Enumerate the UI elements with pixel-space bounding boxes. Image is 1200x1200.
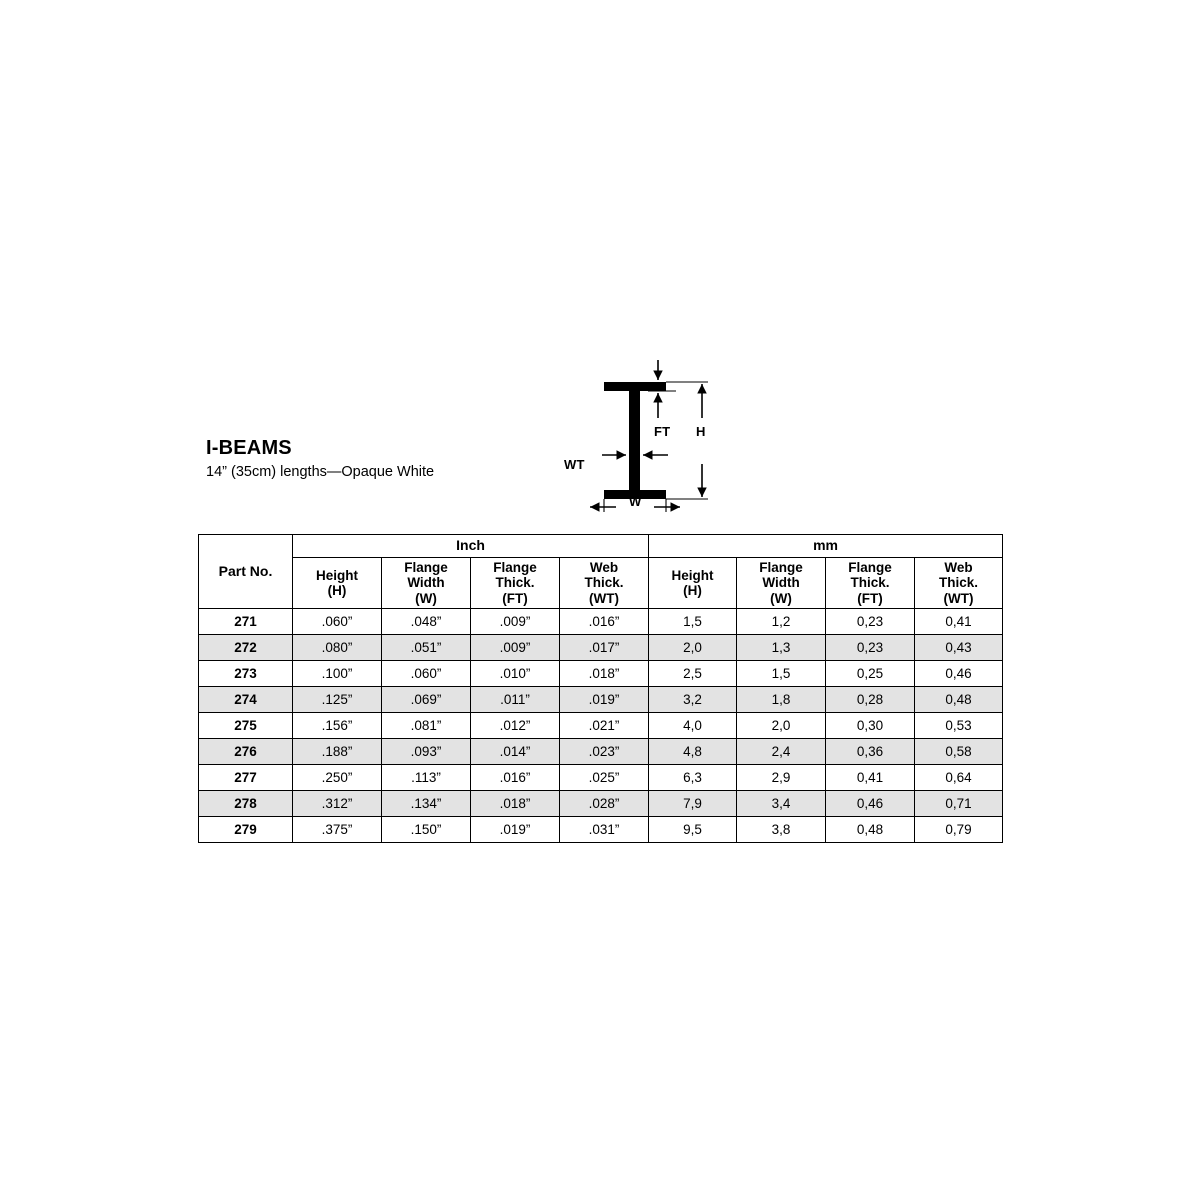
spec-table-body — [199, 609, 1003, 843]
cell-inch-web-thick: .018” — [560, 661, 649, 687]
hdr-text: Flange — [759, 560, 803, 576]
cell-mm-height: 6,3 — [649, 765, 737, 791]
hdr-text: (WT) — [943, 590, 974, 606]
column-header-inch-height — [293, 558, 382, 609]
cell-mm-web-thick: 0,64 — [915, 765, 1003, 791]
cell-inch-flange-width: .060” — [382, 661, 471, 687]
cell-mm-web-thick: 0,41 — [915, 609, 1003, 635]
cell-mm-flange-width: 2,9 — [737, 765, 826, 791]
cell-inch-height: .250” — [293, 765, 382, 791]
hdr-text: Flange — [493, 560, 537, 576]
cell-inch-height: .188” — [293, 739, 382, 765]
hdr-text: Thick. — [495, 575, 535, 591]
cell-inch-flange-width: .113” — [382, 765, 471, 791]
cell-inch-flange-width: .048” — [382, 609, 471, 635]
dimension-lines — [556, 352, 736, 512]
cell-mm-flange-thick: 0,46 — [826, 791, 915, 817]
cell-inch-height: .060” — [293, 609, 382, 635]
cell-mm-flange-width: 1,3 — [737, 635, 826, 661]
cell-inch-flange-width: .081” — [382, 713, 471, 739]
hdr-text: (H) — [683, 583, 702, 598]
cell-mm-flange-thick: 0,48 — [826, 817, 915, 843]
cell-inch-web-thick: .019” — [560, 687, 649, 713]
dim-label-h: H — [696, 424, 706, 439]
cell-inch-flange-width: .051” — [382, 635, 471, 661]
cell-mm-height: 4,0 — [649, 713, 737, 739]
cell-inch-height: .375” — [293, 817, 382, 843]
table-row — [199, 817, 1003, 843]
column-header-inch-flange-thick — [471, 558, 560, 609]
cell-mm-height: 1,5 — [649, 609, 737, 635]
cell-part-no: 273 — [199, 661, 293, 687]
cell-part-no: 275 — [199, 713, 293, 739]
hdr-text: Width — [762, 575, 800, 591]
cell-inch-web-thick: .031” — [560, 817, 649, 843]
column-header-inch-flange-width — [382, 558, 471, 609]
table-row — [199, 765, 1003, 791]
cell-inch-web-thick: .017” — [560, 635, 649, 661]
cell-inch-flange-width: .093” — [382, 739, 471, 765]
hdr-text: (FT) — [857, 590, 883, 606]
cell-mm-flange-width: 1,8 — [737, 687, 826, 713]
cell-mm-web-thick: 0,48 — [915, 687, 1003, 713]
hdr-text: Web — [589, 560, 619, 576]
hdr-text: Height — [671, 567, 714, 583]
page-subtitle: 14” (35cm) lengths—Opaque White — [206, 464, 435, 480]
column-header-inch-web-thick — [560, 558, 649, 609]
cell-mm-web-thick: 0,79 — [915, 817, 1003, 843]
cell-inch-flange-thick: .019” — [471, 817, 560, 843]
cell-part-no: 274 — [199, 687, 293, 713]
table-row — [199, 687, 1003, 713]
cell-inch-flange-thick: .012” — [471, 713, 560, 739]
i-beam-diagram — [556, 352, 736, 512]
dim-label-w: W — [629, 494, 642, 509]
title-block — [206, 437, 546, 480]
cell-mm-flange-thick: 0,25 — [826, 661, 915, 687]
cell-mm-web-thick: 0,46 — [915, 661, 1003, 687]
table-row — [199, 791, 1003, 817]
cell-part-no: 276 — [199, 739, 293, 765]
table-row — [199, 635, 1003, 661]
cell-mm-flange-thick: 0,28 — [826, 687, 915, 713]
hdr-text: (FT) — [502, 590, 528, 606]
column-header-mm-web-thick — [915, 558, 1003, 609]
column-header-part-no: Part No. — [199, 535, 293, 609]
cell-mm-height: 2,5 — [649, 661, 737, 687]
cell-inch-flange-thick: .011” — [471, 687, 560, 713]
cell-part-no: 278 — [199, 791, 293, 817]
cell-mm-flange-width: 1,2 — [737, 609, 826, 635]
cell-inch-height: .100” — [293, 661, 382, 687]
cell-part-no: 279 — [199, 817, 293, 843]
hdr-text: Thick. — [584, 575, 624, 591]
cell-mm-height: 7,9 — [649, 791, 737, 817]
cell-inch-flange-thick: .018” — [471, 791, 560, 817]
hdr-text: (W) — [415, 590, 437, 606]
cell-part-no: 271 — [199, 609, 293, 635]
cell-part-no: 277 — [199, 765, 293, 791]
cell-mm-flange-width: 2,0 — [737, 713, 826, 739]
table-row — [199, 713, 1003, 739]
cell-mm-flange-width: 3,8 — [737, 817, 826, 843]
hdr-text: (WT) — [589, 590, 619, 606]
cell-inch-web-thick: .023” — [560, 739, 649, 765]
cell-inch-flange-width: .150” — [382, 817, 471, 843]
cell-mm-flange-thick: 0,41 — [826, 765, 915, 791]
cell-inch-flange-thick: .010” — [471, 661, 560, 687]
hdr-text: Flange — [404, 560, 448, 576]
hdr-text: Web — [944, 560, 973, 576]
cell-mm-web-thick: 0,58 — [915, 739, 1003, 765]
cell-inch-flange-thick: .009” — [471, 635, 560, 661]
cell-mm-flange-thick: 0,36 — [826, 739, 915, 765]
table-row — [199, 609, 1003, 635]
hdr-text: (W) — [770, 590, 792, 606]
cell-mm-flange-width: 2,4 — [737, 739, 826, 765]
cell-inch-web-thick: .028” — [560, 791, 649, 817]
table-header-row — [199, 558, 1003, 609]
cell-mm-height: 9,5 — [649, 817, 737, 843]
hdr-text: Thick. — [850, 575, 890, 591]
cell-mm-web-thick: 0,43 — [915, 635, 1003, 661]
cell-inch-height: .080” — [293, 635, 382, 661]
cell-inch-flange-thick: .009” — [471, 609, 560, 635]
cell-mm-flange-width: 1,5 — [737, 661, 826, 687]
cell-mm-height: 3,2 — [649, 687, 737, 713]
cell-mm-height: 4,8 — [649, 739, 737, 765]
cell-inch-web-thick: .025” — [560, 765, 649, 791]
cell-inch-flange-width: .069” — [382, 687, 471, 713]
column-header-mm-flange-thick — [826, 558, 915, 609]
table-unit-group-row — [199, 535, 1003, 558]
cell-inch-flange-thick: .014” — [471, 739, 560, 765]
hdr-text: Height — [316, 567, 358, 583]
dim-label-wt: WT — [564, 457, 585, 472]
hdr-text: Thick. — [939, 575, 979, 591]
cell-mm-flange-thick: 0,30 — [826, 713, 915, 739]
table-row — [199, 661, 1003, 687]
cell-inch-height: .125” — [293, 687, 382, 713]
hdr-text: (H) — [327, 583, 347, 598]
unit-group-inch: Inch — [293, 535, 649, 558]
cell-inch-flange-width: .134” — [382, 791, 471, 817]
cell-inch-web-thick: .021” — [560, 713, 649, 739]
cell-mm-flange-thick: 0,23 — [826, 609, 915, 635]
spec-table — [198, 534, 1003, 843]
cell-mm-height: 2,0 — [649, 635, 737, 661]
cell-mm-flange-width: 3,4 — [737, 791, 826, 817]
cell-inch-height: .156” — [293, 713, 382, 739]
table-row — [199, 739, 1003, 765]
dim-label-ft: FT — [654, 424, 671, 439]
cell-inch-flange-thick: .016” — [471, 765, 560, 791]
spec-table-container — [198, 534, 1002, 843]
cell-mm-flange-thick: 0,23 — [826, 635, 915, 661]
hdr-text: Flange — [848, 560, 892, 576]
cell-mm-web-thick: 0,53 — [915, 713, 1003, 739]
page-title: I-BEAMS — [206, 437, 292, 459]
cell-part-no: 272 — [199, 635, 293, 661]
unit-group-mm: mm — [649, 535, 1003, 558]
cell-inch-web-thick: .016” — [560, 609, 649, 635]
cell-mm-web-thick: 0,71 — [915, 791, 1003, 817]
hdr-text: Width — [407, 575, 445, 591]
column-header-mm-height — [649, 558, 737, 609]
column-header-mm-flange-width — [737, 558, 826, 609]
cell-inch-height: .312” — [293, 791, 382, 817]
